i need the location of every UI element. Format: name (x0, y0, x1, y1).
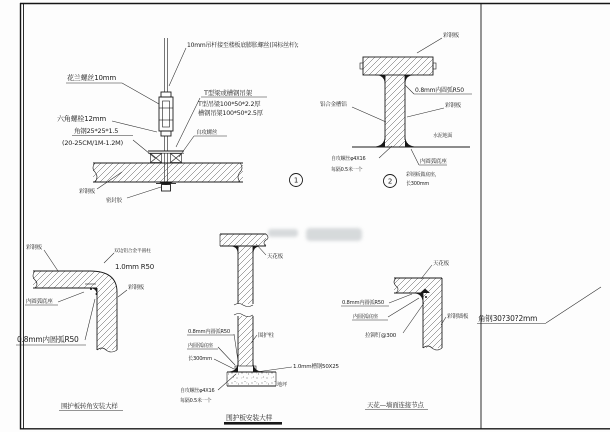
label-rivet: 拉铆钉@300 (365, 333, 397, 339)
label-arc-note: 0.8mm内圆弧R50 (17, 335, 79, 344)
ceiling-panel (394, 278, 442, 293)
label-ceiling: 天花板 (267, 254, 283, 260)
label-screw: 自攻螺丝φ4X16 (180, 388, 215, 394)
label-hex-bolt: 六角螺栓12mm (57, 115, 106, 123)
floor-slab (227, 372, 276, 386)
horizontal-panel (33, 271, 97, 288)
enclosure-column (234, 246, 253, 366)
detail-2-number-badge (384, 175, 397, 188)
detail-2-t-profile (320, 31, 472, 188)
label-base-length: 长300mm (188, 356, 212, 362)
caption-junction: 天花—墙面连接节点 (367, 401, 424, 409)
label-base-desc: 彩钢板做底座， (406, 172, 440, 178)
label-floor: 水泥地面 (433, 133, 453, 139)
turnbuckle-body (159, 92, 173, 151)
label-panel-stem: 彩钢板 (445, 103, 461, 109)
label-alu-channel: 铝合金槽铝 (320, 102, 347, 108)
label-corner-column: 双边铝合金半圆柱 (114, 249, 151, 254)
label-beam-title: T型梁或槽钢吊架 (204, 89, 252, 97)
stem-column (385, 75, 405, 147)
label-angle-spec: 角钢25*25*1.5 (74, 127, 119, 135)
label-turnbuckle: 花兰螺丝10mm (67, 74, 116, 82)
label-arc-note: 0.8mm内圆弧R50 (188, 329, 230, 335)
label-column: 围护柱 (258, 333, 274, 339)
bolt-nut-under-panel (156, 182, 176, 191)
label-beam-spec-t: T型吊梁100*50*2.2厚 (198, 101, 261, 108)
label-arc-note: 0.8mm内圆弧R50 (342, 300, 384, 306)
label-channel: 1.0mm槽钢50X25 (293, 364, 339, 370)
label-panel-right: 彩钢板 (128, 285, 144, 291)
label-sealant: 密封胶 (106, 198, 122, 204)
caption-corner: 围护板转角安装大样 (61, 402, 118, 410)
label-panel-top: 彩钢板 (443, 33, 459, 39)
top-panel (360, 57, 436, 75)
label-corner-size: 1.0mm R50 (115, 263, 154, 271)
caption-wall-panel: 围护板安装大样 (226, 414, 273, 422)
detail-4-wall-panel (180, 234, 340, 425)
detail-1-ceiling-hanger (57, 38, 303, 204)
ceiling-panel (220, 234, 268, 246)
label-beam-spec-c: 槽钢吊架100*50*2.5厚 (198, 110, 263, 117)
label-base-title: 内圆弧底座 (188, 343, 213, 349)
label-screw-spacing: 每隔0.5米一个 (180, 398, 212, 404)
label-angle-spacing: (20-25CM/1M-1.2M) (62, 139, 123, 147)
label-angle-note: 角钢30?30?2mm (478, 314, 538, 323)
label-panel-left: 彩钢板 (26, 245, 42, 251)
label-screw: 自攻螺丝φ4X16 (331, 156, 366, 162)
detail-5-ceiling-wall (341, 259, 601, 410)
label-hanger-note: 10mm吊杆接至楼板底膨胀螺丝(国标丝杆); (187, 42, 299, 49)
label-ceiling: 天花板 (433, 261, 449, 267)
label-base-title: 内圆弧底座 (420, 159, 447, 165)
watermark-smudge (268, 228, 362, 241)
svg-text:2: 2 (387, 177, 393, 186)
label-base-length: 长300mm (406, 181, 430, 187)
roof-panel (93, 163, 243, 182)
svg-text:1: 1 (293, 176, 299, 185)
label-arc-note: 0.8mm内圆弧R50 (415, 87, 464, 94)
label-panel: 彩钢板 (79, 189, 95, 195)
detail-1-number-badge (290, 174, 303, 187)
label-base-title: 内圆弧底座 (353, 314, 378, 320)
hanger-rod (165, 38, 168, 92)
label-screw: 自攻螺丝 (196, 130, 218, 136)
label-screw-spacing: 每隔0.5米一个 (331, 167, 363, 173)
label-ground: 地坪 (277, 382, 287, 388)
label-wall: 彩钢墙板 (447, 314, 469, 320)
detail-3-corner (16, 243, 154, 411)
vertical-panel (97, 288, 117, 352)
label-base-title: 内圆弧底座 (26, 299, 53, 305)
